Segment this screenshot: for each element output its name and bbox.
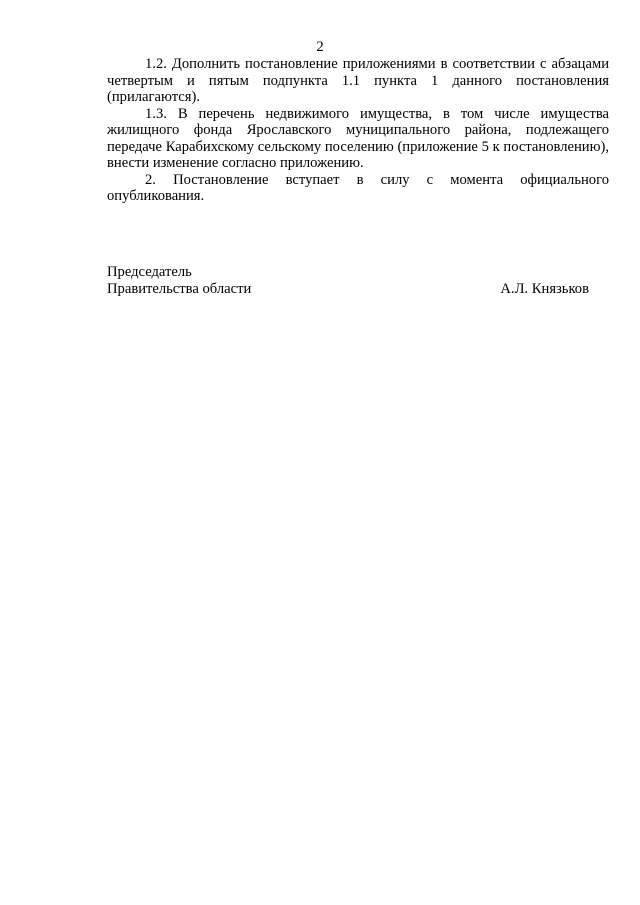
signatory-title-line1: Председатель: [107, 264, 192, 280]
paragraph-2: 2. Постановление вступает в силу с момента официального опубликования.: [107, 171, 609, 204]
document-body: [107, 56, 609, 205]
signature-row: [107, 281, 589, 298]
signatory-title-line2: Правительства области: [107, 280, 252, 297]
page-number: 2: [316, 39, 324, 55]
paragraph-1-3: 1.3. В перечень недвижимого имущества, в том числе имущества жилищного фонда Ярославского муниципального района, подлежащего передаче Карабихскому сельскому поселению (приложение 5 к постановлению), внести изменение согласно приложению.: [107, 105, 609, 171]
paragraph-1-2: 1.2. Дополнить постановление приложениями в соответствии с абзацами четвертым и пятым подпункта 1.1 пункта 1 данного постановления (прилагаются).: [107, 56, 609, 105]
signatory-name: А.Л. Князьков: [500, 280, 589, 297]
signature-block: [107, 264, 589, 297]
